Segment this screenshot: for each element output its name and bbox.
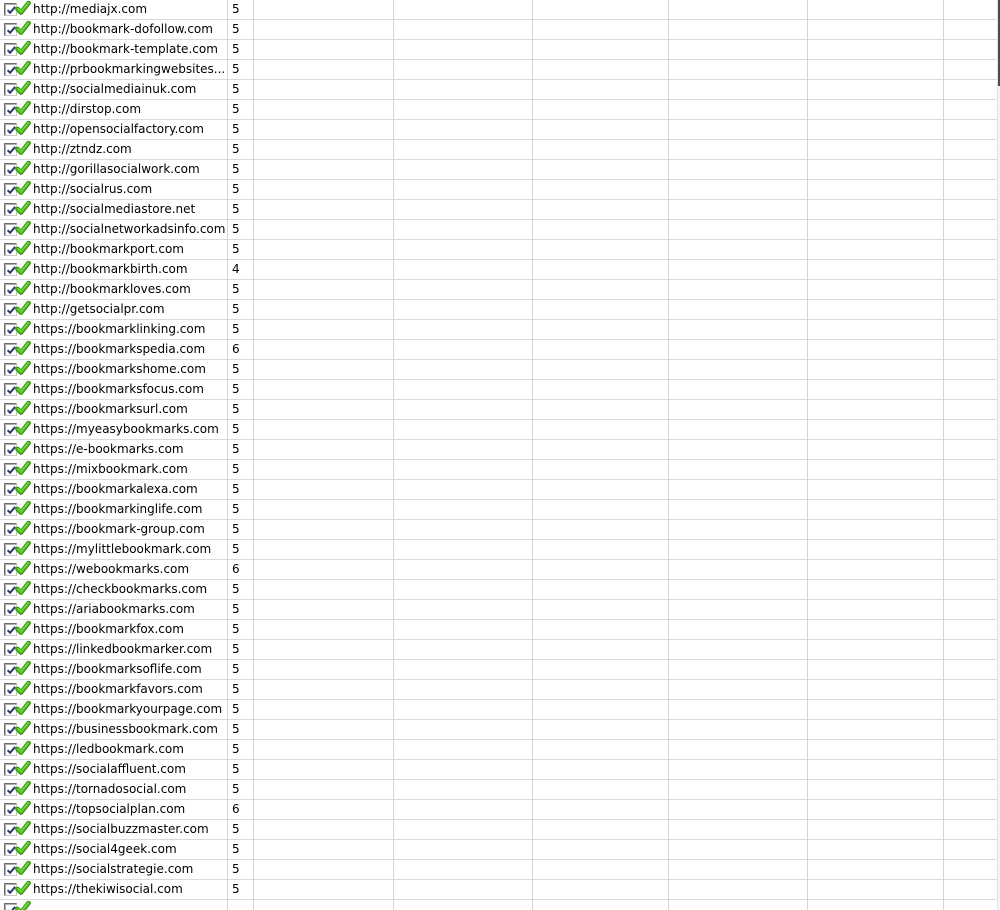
success-count: 5 bbox=[232, 762, 240, 776]
table-row[interactable] bbox=[0, 680, 997, 700]
success-check-icon bbox=[15, 81, 31, 96]
success-count: 5 bbox=[232, 602, 240, 616]
table-row[interactable] bbox=[0, 240, 997, 260]
success-check-icon bbox=[15, 721, 31, 736]
success-check-icon bbox=[15, 641, 31, 656]
success-check-icon bbox=[15, 401, 31, 416]
success-check-icon bbox=[15, 61, 31, 76]
success-count: 5 bbox=[232, 142, 240, 156]
success-count: 5 bbox=[232, 482, 240, 496]
table-row[interactable] bbox=[0, 280, 997, 300]
success-count: 6 bbox=[232, 802, 240, 816]
table-row[interactable] bbox=[0, 400, 997, 420]
table-row[interactable] bbox=[0, 760, 997, 780]
success-count: 5 bbox=[232, 862, 240, 876]
success-count: 5 bbox=[232, 682, 240, 696]
success-check-icon bbox=[15, 701, 31, 716]
site-url: http://bookmarkbirth.com bbox=[33, 262, 188, 276]
site-url: https://webookmarks.com bbox=[33, 562, 190, 576]
success-count: 5 bbox=[232, 282, 240, 296]
success-check-icon bbox=[15, 381, 31, 396]
success-count: 5 bbox=[232, 642, 240, 656]
site-url: http://bookmarkport.com bbox=[33, 242, 184, 256]
site-url: https://socialbuzzmaster.com bbox=[33, 822, 209, 836]
table-row[interactable] bbox=[0, 300, 997, 320]
table-row[interactable] bbox=[0, 60, 997, 80]
success-count: 5 bbox=[232, 2, 240, 16]
site-url: https://socialstrategie.com bbox=[33, 862, 194, 876]
success-count: 5 bbox=[232, 842, 240, 856]
table-row[interactable] bbox=[0, 740, 997, 760]
column-divider bbox=[253, 0, 254, 910]
success-check-icon bbox=[15, 101, 31, 116]
table-row[interactable] bbox=[0, 220, 997, 240]
success-count: 5 bbox=[232, 202, 240, 216]
success-count: 5 bbox=[232, 422, 240, 436]
site-url: https://bookmarkspedia.com bbox=[33, 342, 206, 356]
column-divider bbox=[532, 0, 533, 910]
site-url: https://social4geek.com bbox=[33, 842, 177, 856]
table-row[interactable] bbox=[0, 320, 997, 340]
success-check-icon bbox=[15, 801, 31, 816]
site-url: http://dirstop.com bbox=[33, 102, 142, 116]
table-row[interactable] bbox=[0, 200, 997, 220]
site-url: https://bookmarkfox.com bbox=[33, 622, 184, 636]
success-check-icon bbox=[15, 181, 31, 196]
success-check-icon bbox=[15, 321, 31, 336]
success-count: 5 bbox=[232, 62, 240, 76]
success-count: 5 bbox=[232, 22, 240, 36]
table-row[interactable] bbox=[0, 20, 997, 40]
success-count: 5 bbox=[232, 122, 240, 136]
success-count: 5 bbox=[232, 502, 240, 516]
table-row[interactable] bbox=[0, 540, 997, 560]
site-url: https://mixbookmark.com bbox=[33, 462, 188, 476]
site-url: https://bookmarkalexa.com bbox=[33, 482, 198, 496]
success-check-icon bbox=[15, 881, 31, 896]
table-row[interactable] bbox=[0, 440, 997, 460]
success-check-icon bbox=[15, 501, 31, 516]
table-row[interactable] bbox=[0, 40, 997, 60]
table-row[interactable] bbox=[0, 900, 997, 910]
success-count: 5 bbox=[232, 702, 240, 716]
success-check-icon bbox=[15, 341, 31, 356]
success-check-icon bbox=[15, 601, 31, 616]
success-check-icon bbox=[15, 841, 31, 856]
table-row[interactable] bbox=[0, 620, 997, 640]
site-url: http://mediajx.com bbox=[33, 2, 148, 16]
site-url: https://bookmark-group.com bbox=[33, 522, 205, 536]
column-divider bbox=[943, 0, 944, 910]
success-count: 5 bbox=[232, 662, 240, 676]
success-count: 5 bbox=[232, 742, 240, 756]
site-url: https://thekiwisocial.com bbox=[33, 882, 183, 896]
success-check-icon bbox=[15, 221, 31, 236]
site-url: https://ariabookmarks.com bbox=[33, 602, 195, 616]
success-count: 5 bbox=[232, 242, 240, 256]
table-row[interactable] bbox=[0, 460, 997, 480]
success-count: 5 bbox=[232, 442, 240, 456]
success-check-icon bbox=[15, 441, 31, 456]
success-count: 5 bbox=[232, 162, 240, 176]
table-row[interactable] bbox=[0, 380, 997, 400]
table-row[interactable] bbox=[0, 420, 997, 440]
success-count: 5 bbox=[232, 622, 240, 636]
success-check-icon bbox=[15, 761, 31, 776]
success-check-icon bbox=[15, 781, 31, 796]
success-count: 6 bbox=[232, 342, 240, 356]
site-url: https://ledbookmark.com bbox=[33, 742, 184, 756]
success-check-icon bbox=[15, 41, 31, 56]
site-url: https://e-bookmarks.com bbox=[33, 442, 184, 456]
table-row[interactable] bbox=[0, 820, 997, 840]
success-count: 5 bbox=[232, 362, 240, 376]
success-check-icon bbox=[15, 821, 31, 836]
table-row[interactable] bbox=[0, 80, 997, 100]
site-url: https://mylittlebookmark.com bbox=[33, 542, 212, 556]
success-check-icon bbox=[15, 521, 31, 536]
success-count: 5 bbox=[232, 42, 240, 56]
table-row[interactable] bbox=[0, 660, 997, 680]
site-url: http://getsocialpr.com bbox=[33, 302, 165, 316]
success-count: 5 bbox=[232, 222, 240, 236]
success-count: 5 bbox=[232, 882, 240, 896]
site-url: https://bookmarkinglife.com bbox=[33, 502, 203, 516]
table-row[interactable] bbox=[0, 360, 997, 380]
column-divider bbox=[227, 0, 228, 910]
success-check-icon bbox=[15, 1, 31, 16]
site-url: http://bookmark-template.com bbox=[33, 42, 218, 56]
column-divider bbox=[807, 0, 808, 910]
success-count: 5 bbox=[232, 462, 240, 476]
site-url: https://bookmarksurl.com bbox=[33, 402, 188, 416]
site-url: http://socialrus.com bbox=[33, 182, 153, 196]
success-check-icon bbox=[15, 281, 31, 296]
site-url: https://bookmarkshome.com bbox=[33, 362, 206, 376]
site-url: http://socialmediainuk.com bbox=[33, 82, 197, 96]
site-url: https://bookmarksfocus.com bbox=[33, 382, 204, 396]
table-row[interactable] bbox=[0, 260, 997, 280]
success-check-icon bbox=[15, 421, 31, 436]
success-check-icon bbox=[15, 481, 31, 496]
column-divider bbox=[668, 0, 669, 910]
site-url: https://checkbookmarks.com bbox=[33, 582, 208, 596]
site-url: http://gorillasocialwork.com bbox=[33, 162, 200, 176]
table-row[interactable] bbox=[0, 800, 997, 820]
success-count: 5 bbox=[232, 782, 240, 796]
success-count: 5 bbox=[232, 582, 240, 596]
success-check-icon bbox=[15, 741, 31, 756]
site-url: http://ztndz.com bbox=[33, 142, 132, 156]
site-url: http://opensocialfactory.com bbox=[33, 122, 204, 136]
success-check-icon bbox=[15, 161, 31, 176]
success-check-icon bbox=[15, 681, 31, 696]
table-row[interactable] bbox=[0, 880, 997, 900]
success-count: 5 bbox=[232, 722, 240, 736]
success-count: 5 bbox=[232, 822, 240, 836]
site-url: https://bookmarksoflife.com bbox=[33, 662, 202, 676]
success-count: 5 bbox=[232, 102, 240, 116]
success-count: 6 bbox=[232, 562, 240, 576]
success-check-icon bbox=[15, 541, 31, 556]
site-url: http://socialnetworkadsinfo.com bbox=[33, 222, 225, 236]
table-row[interactable] bbox=[0, 780, 997, 800]
success-count: 5 bbox=[232, 402, 240, 416]
table-row[interactable] bbox=[0, 160, 997, 180]
success-check-icon bbox=[15, 581, 31, 596]
table-row[interactable] bbox=[0, 0, 997, 20]
table-row[interactable] bbox=[0, 340, 997, 360]
site-url: https://socialaffluent.com bbox=[33, 762, 186, 776]
success-check-icon bbox=[15, 141, 31, 156]
success-check-icon bbox=[15, 561, 31, 576]
success-check-icon bbox=[15, 861, 31, 876]
success-check-icon bbox=[15, 461, 31, 476]
site-url: https://topsocialplan.com bbox=[33, 802, 186, 816]
success-check-icon bbox=[15, 261, 31, 276]
table-row[interactable] bbox=[0, 840, 997, 860]
success-check-icon bbox=[15, 201, 31, 216]
site-url: http://bookmark-dofollow.com bbox=[33, 22, 213, 36]
success-check-icon bbox=[15, 361, 31, 376]
table-row[interactable] bbox=[0, 180, 997, 200]
site-url: https://bookmarkfavors.com bbox=[33, 682, 203, 696]
table-row[interactable] bbox=[0, 480, 997, 500]
site-url: https://businessbookmark.com bbox=[33, 722, 218, 736]
success-check-icon bbox=[15, 301, 31, 316]
site-url: https://linkedbookmarker.com bbox=[33, 642, 213, 656]
success-check-icon bbox=[15, 621, 31, 636]
table-row[interactable] bbox=[0, 140, 997, 160]
site-url: http://prbookmarkingwebsites... bbox=[33, 62, 225, 76]
site-url: https://bookmarklinking.com bbox=[33, 322, 206, 336]
table-row[interactable] bbox=[0, 860, 997, 880]
success-count: 5 bbox=[232, 382, 240, 396]
table-row[interactable] bbox=[0, 700, 997, 720]
success-check-icon bbox=[15, 661, 31, 676]
table-row[interactable] bbox=[0, 580, 997, 600]
table-row[interactable] bbox=[0, 560, 997, 580]
success-check-icon bbox=[15, 901, 31, 910]
table-row[interactable] bbox=[0, 600, 997, 620]
site-url: https://bookmarkyourpage.com bbox=[33, 702, 223, 716]
success-check-icon bbox=[15, 241, 31, 256]
site-url: https://myeasybookmarks.com bbox=[33, 422, 219, 436]
table-row[interactable] bbox=[0, 640, 997, 660]
site-url: http://socialmediastore.net bbox=[33, 202, 196, 216]
table-row[interactable] bbox=[0, 500, 997, 520]
table-row[interactable] bbox=[0, 120, 997, 140]
success-check-icon bbox=[15, 121, 31, 136]
success-count: 5 bbox=[232, 522, 240, 536]
success-check-icon bbox=[15, 21, 31, 36]
success-count: 5 bbox=[232, 322, 240, 336]
success-count: 5 bbox=[232, 542, 240, 556]
success-count: 4 bbox=[232, 262, 240, 276]
site-url: http://bookmarkloves.com bbox=[33, 282, 191, 296]
table-row[interactable] bbox=[0, 100, 997, 120]
column-divider bbox=[393, 0, 394, 910]
success-count: 5 bbox=[232, 82, 240, 96]
table-row[interactable] bbox=[0, 720, 997, 740]
table-row[interactable] bbox=[0, 520, 997, 540]
success-count: 5 bbox=[232, 182, 240, 196]
success-count: 5 bbox=[232, 302, 240, 316]
site-url: https://tornadosocial.com bbox=[33, 782, 187, 796]
